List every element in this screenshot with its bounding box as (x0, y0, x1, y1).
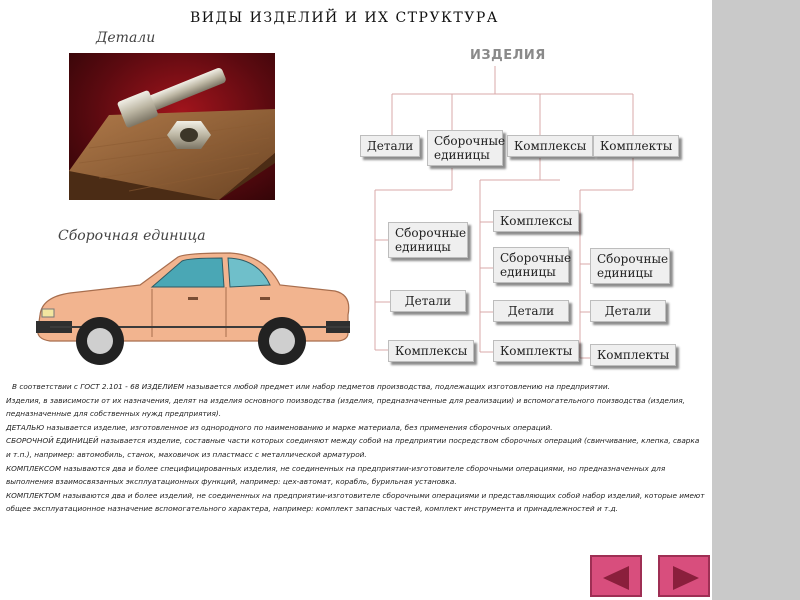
definition-detail: ДЕТАЛЬЮ называется изделие, изготовленное из однородного по наименованию и марке материала, без применения сборочных операций. (6, 422, 553, 432)
tree-node-assembly-sub-complexes: Комплексы (388, 340, 474, 362)
definition-complex: КОМПЛЕКСОМ называются два и более специфицированных изделия, не соединенных на предприятии-изготовителе сборочными операциями, но предназначенных для выполнения взаимосвязанных эксплуатационных функций, например: цех-автомат, корабль, бурильная установка. (6, 463, 666, 487)
left-triangle-icon (603, 566, 629, 590)
next-slide-button[interactable] (658, 555, 710, 597)
tree-root-label: ИЗДЕЛИЯ (470, 48, 546, 63)
right-triangle-icon (673, 566, 699, 590)
product-structure-tree (350, 40, 710, 380)
definition-kit: КОМПЛЕКТОМ называются два и более изделий, не соединенных на предприятии-изготовителе сборочными операциями и представляющих собой набор изделий, которые имеют общее эксплуатационное назначение вспомогательного характера, например: комплект запасных частей, комплект инструмента и принадлежностей и т.д. (6, 490, 705, 514)
tree-node-complex-sub-kits: Комплекты (493, 340, 579, 362)
definitions-text (6, 380, 706, 516)
prev-slide-button[interactable] (590, 555, 642, 597)
caption-assembly-unit: Сборочная единица (58, 228, 206, 244)
definition-product-purpose: Изделия, в зависимости от их назначения, делят на изделия основного поизводства (изделия, предназначенные для реализации) и вспомогательного поизводства (изделия, педназначенные для собственных нужд предприятия). (6, 395, 685, 419)
tree-node-complex-sub-details: Детали (493, 300, 569, 322)
side-strip (712, 0, 800, 600)
car-illustration (30, 245, 360, 375)
tree-node-assembly-units: Сборочные единицы (427, 130, 503, 166)
car-image (30, 245, 360, 375)
tree-node-assembly-sub-assembly: Сборочные единицы (388, 222, 468, 258)
tree-node-kit-sub-details: Детали (590, 300, 666, 322)
tree-node-complexes: Комплексы (507, 135, 593, 157)
caption-details: Детали (96, 30, 156, 46)
page-title: ВИДЫ ИЗДЕЛИЙ И ИХ СТРУКТУРА (190, 10, 499, 26)
tree-node-kit-sub-kits: Комплекты (590, 344, 676, 366)
definition-assembly-unit: СБОРОЧНОЙ ЕДИНИЦЕЙ называется изделие, составные части которых соединяют между собой на предприятии посредством сборочных операций (свинчивание, клепка, сварка и т.п.), например: автомобиль, станок, маховичок из пластмасс с металлической арматурой. (6, 436, 700, 459)
tree-node-assembly-sub-details: Детали (390, 290, 466, 312)
tree-node-details: Детали (360, 135, 420, 157)
details-illustration (69, 53, 275, 200)
tree-node-kit-sub-assembly: Сборочные единицы (590, 248, 670, 284)
definition-product: В соответствии с ГОСТ 2.101 - 68 ИЗДЕЛИЕМ называется любой предмет или набор педметов производства, подлежащих изготовлению на предприятии. (12, 382, 610, 391)
tree-node-complex-sub-assembly: Сборочные единицы (493, 247, 569, 283)
tree-node-kits: Комплекты (593, 135, 679, 157)
bolt-and-nut-image (69, 53, 275, 200)
tree-node-complex-sub-complexes: Комплексы (493, 210, 579, 232)
